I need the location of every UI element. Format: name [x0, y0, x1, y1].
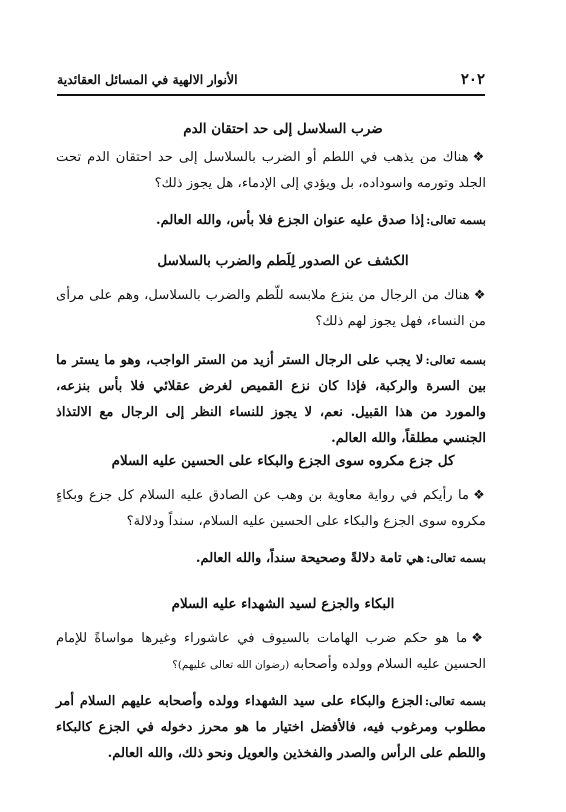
- bullet-diamond-icon: ❖: [473, 488, 487, 503]
- question-paragraph: [56, 483, 486, 535]
- answer-text: هي تامة دلالةً وصحيحة سنداً، والله العالم.: [195, 551, 425, 566]
- question-paragraph: [56, 626, 486, 678]
- section-heading: ضرب السلاسل إلى حد احتقان الدم: [183, 121, 383, 137]
- page-number: ٢٠٢: [460, 70, 485, 88]
- answer-paragraph: [56, 207, 486, 234]
- answer-paragraph: [56, 545, 486, 572]
- answer-paragraph: [56, 347, 486, 452]
- answer-text: لا يجب على الرجال الستر أزيد من الستر الواجب، وهو ما يستر ما بين السرة والركبة، فإذا كان نزع القميص لغرض عقلائي فلا بأس بنزعه، والمورد من هذا القبيل. نعم، لا يجوز للنساء النظر إلى الرجال مع الالتذاذ الجنسي مطلقاً، والله العالم.: [56, 353, 486, 446]
- section-heading: الكشف عن الصدور لِلَطم والضرب بالسلاسل: [157, 253, 409, 269]
- question-paragraph: [56, 283, 486, 335]
- question-text: ما رأيكم في رواية معاوية بن وهب عن الصادق عليه السلام كل جزع وبكاءٍ مكروه سوى الجزع والبكاء على الحسين عليه السلام، سنداً ودلالة؟: [56, 488, 486, 529]
- answer-text: الجزع والبكاء على سيد الشهداء وولده وأصحابه عليهم السلام أمر مطلوب ومرغوب فيه، فالأفضل اختيار ما هو محرز دخوله في الجزع كالبكاء واللطم على الرأس والصدر والفخذين والعويل ونحو ذلك، والله العالم.: [56, 694, 486, 761]
- bullet-diamond-icon: ❖: [472, 150, 487, 165]
- question-note: (رضوان الله تعالى عليهم)؟: [172, 659, 290, 671]
- section-heading: البكاء والجزع لسيد الشهداء عليه السلام: [171, 596, 395, 612]
- answer-label: بسمه تعالى:: [426, 551, 486, 565]
- question-text: ما هو حكم ضرب الهامات بالسيوف في عاشوراء وغيرها مواساةً للإمام الحسين عليه السلام وولده وأصحابه: [56, 631, 486, 672]
- running-title: الأنوار الالهية في المسائل العقائدية: [57, 72, 238, 87]
- header-rule: [57, 94, 485, 96]
- answer-label: بسمه تعالى:: [424, 694, 486, 708]
- bullet-diamond-icon: ❖: [473, 288, 486, 303]
- answer-label: بسمه تعالى:: [426, 213, 486, 227]
- answer-text: إذا صدق عليه عنوان الجزع فلا بأس، والله العالم.: [156, 213, 425, 228]
- page-header: [57, 70, 485, 94]
- question-paragraph: [56, 145, 486, 197]
- answer-label: بسمه تعالى:: [425, 353, 486, 367]
- question-text: هناك من الرجال من ينزع ملابسه للّطم والضرب بالسلاسل، وهم على مرأى من النساء، فهل يجوز لهم ذلك؟: [56, 288, 486, 329]
- answer-paragraph: [56, 688, 486, 767]
- section-heading: كل جزع مكروه سوى الجزع والبكاء على الحسين عليه السلام: [111, 453, 455, 469]
- bullet-diamond-icon: ❖: [471, 631, 487, 646]
- question-text: هناك من يذهب في اللطم أو الضرب بالسلاسل إلى حد احتقان الدم تحت الجلد وتورمه واسوداده، بل ويؤدي إلى الإدماء، هل يجوز ذلك؟: [56, 150, 486, 191]
